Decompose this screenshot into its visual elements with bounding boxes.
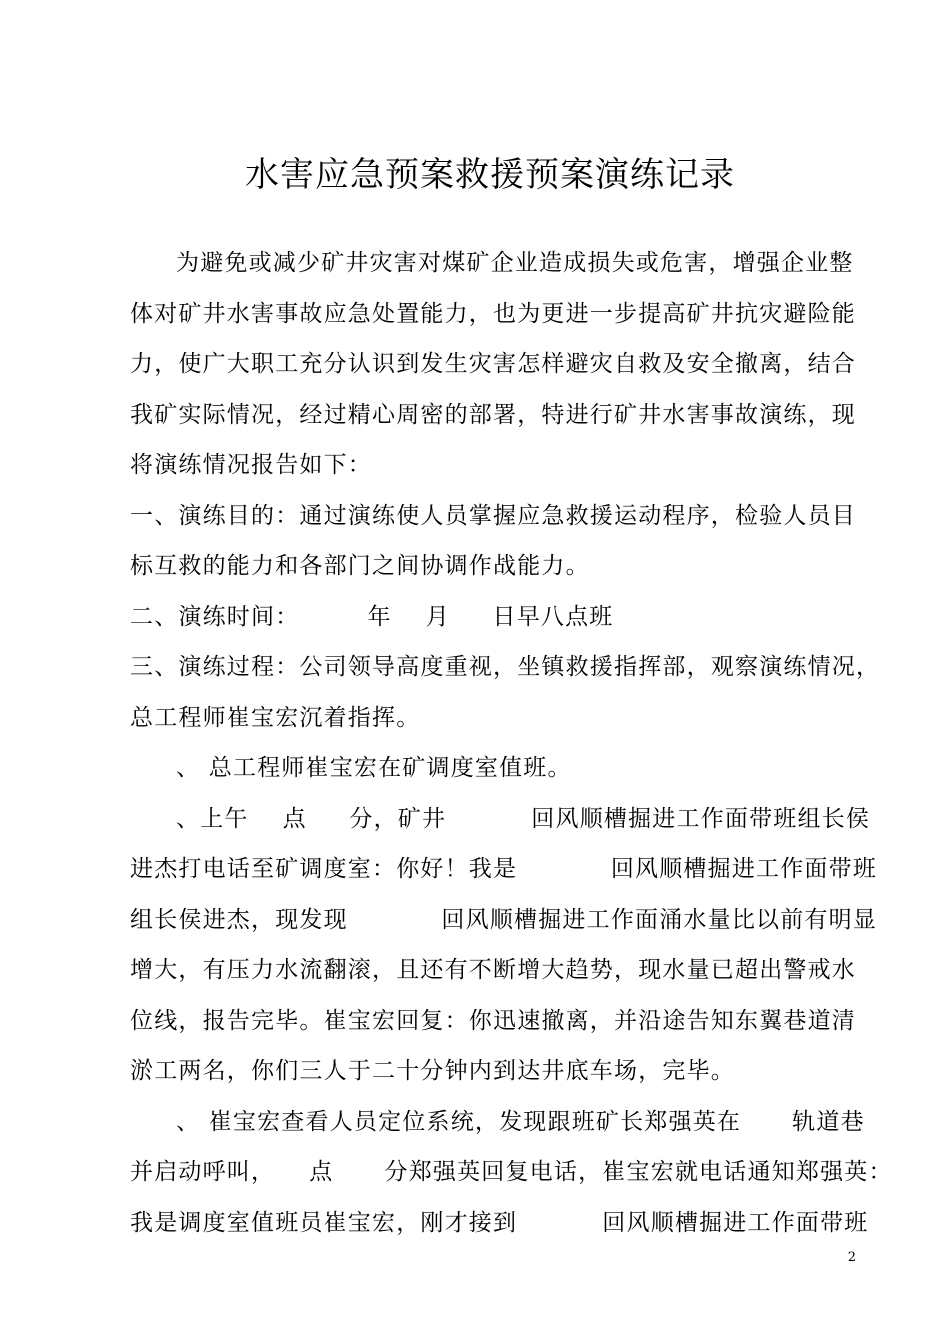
paragraph-line: 体对矿井水害事故应急处置能力，也为更进一步提高矿井抗灾避险能	[130, 300, 856, 327]
paragraph-line: 标互救的能力和各部门之间协调作战能力。	[130, 553, 590, 579]
document-title: 水害应急预案救援预案演练记录	[245, 155, 735, 195]
paragraph-line: 组长侯进杰，现发现 回风顺槽掘进工作面涌水量比以前有明显	[130, 906, 878, 933]
paragraph-line: 并启动呼叫， 点 分郑强英回复电话，崔宝宏就电话通知郑强英：	[130, 1159, 893, 1185]
document-body	[130, 238, 893, 1248]
paragraph-line: 力，使广大职工充分认识到发生灾害怎样避灾自救及安全撤离，结合	[130, 351, 856, 377]
paragraph-line: 、 崔宝宏查看人员定位系统，发现跟班矿长郑强英在 轨道巷	[176, 1108, 865, 1135]
paragraph-line: 进杰打电话至矿调度室：你好！我是 回风顺槽掘进工作面带班	[130, 856, 878, 882]
paragraph-line: 、 总工程师崔宝宏在矿调度室值班。	[176, 755, 572, 781]
section-line-time: 二、演练时间： 年 月 日早八点班	[130, 603, 614, 630]
paragraph-line: 我是调度室值班员崔宝宏，刚才接到 回风顺槽掘进工作面带班	[130, 1209, 869, 1236]
section-line-process: 三、演练过程：公司领导高度重视，坐镇救援指挥部，观察演练情况，	[130, 654, 881, 680]
paragraph-line: 将演练情况报告如下：	[130, 452, 372, 478]
paragraph-line: 增大，有压力水流翻滚，且还有不断增大趋势，现水量已超出警戒水	[130, 957, 856, 983]
page-number: 2	[847, 1250, 856, 1265]
paragraph-line: 总工程师崔宝宏沉着指挥。	[130, 704, 421, 731]
paragraph-line: 位线，报告完毕。崔宝宏回复：你迅速撤离，并沿途告知东翼巷道清	[130, 1007, 856, 1034]
paragraph-line: 、上午 点 分，矿井 回风顺槽掘进工作面带班组长侯	[176, 805, 871, 832]
paragraph-line: 为避免或减少矿井灾害对煤矿企业造成损失或危害，增强企业整	[176, 250, 854, 276]
section-line-purpose: 一、演练目的：通过演练使人员掌握应急救援运动程序，检验人员目	[130, 502, 856, 529]
paragraph-line: 淤工两名，你们三人于二十分钟内到达井底车场，完毕。	[130, 1058, 735, 1084]
paragraph-line: 我矿实际情况，经过精心周密的部署，特进行矿井水害事故演练，现	[130, 401, 856, 428]
